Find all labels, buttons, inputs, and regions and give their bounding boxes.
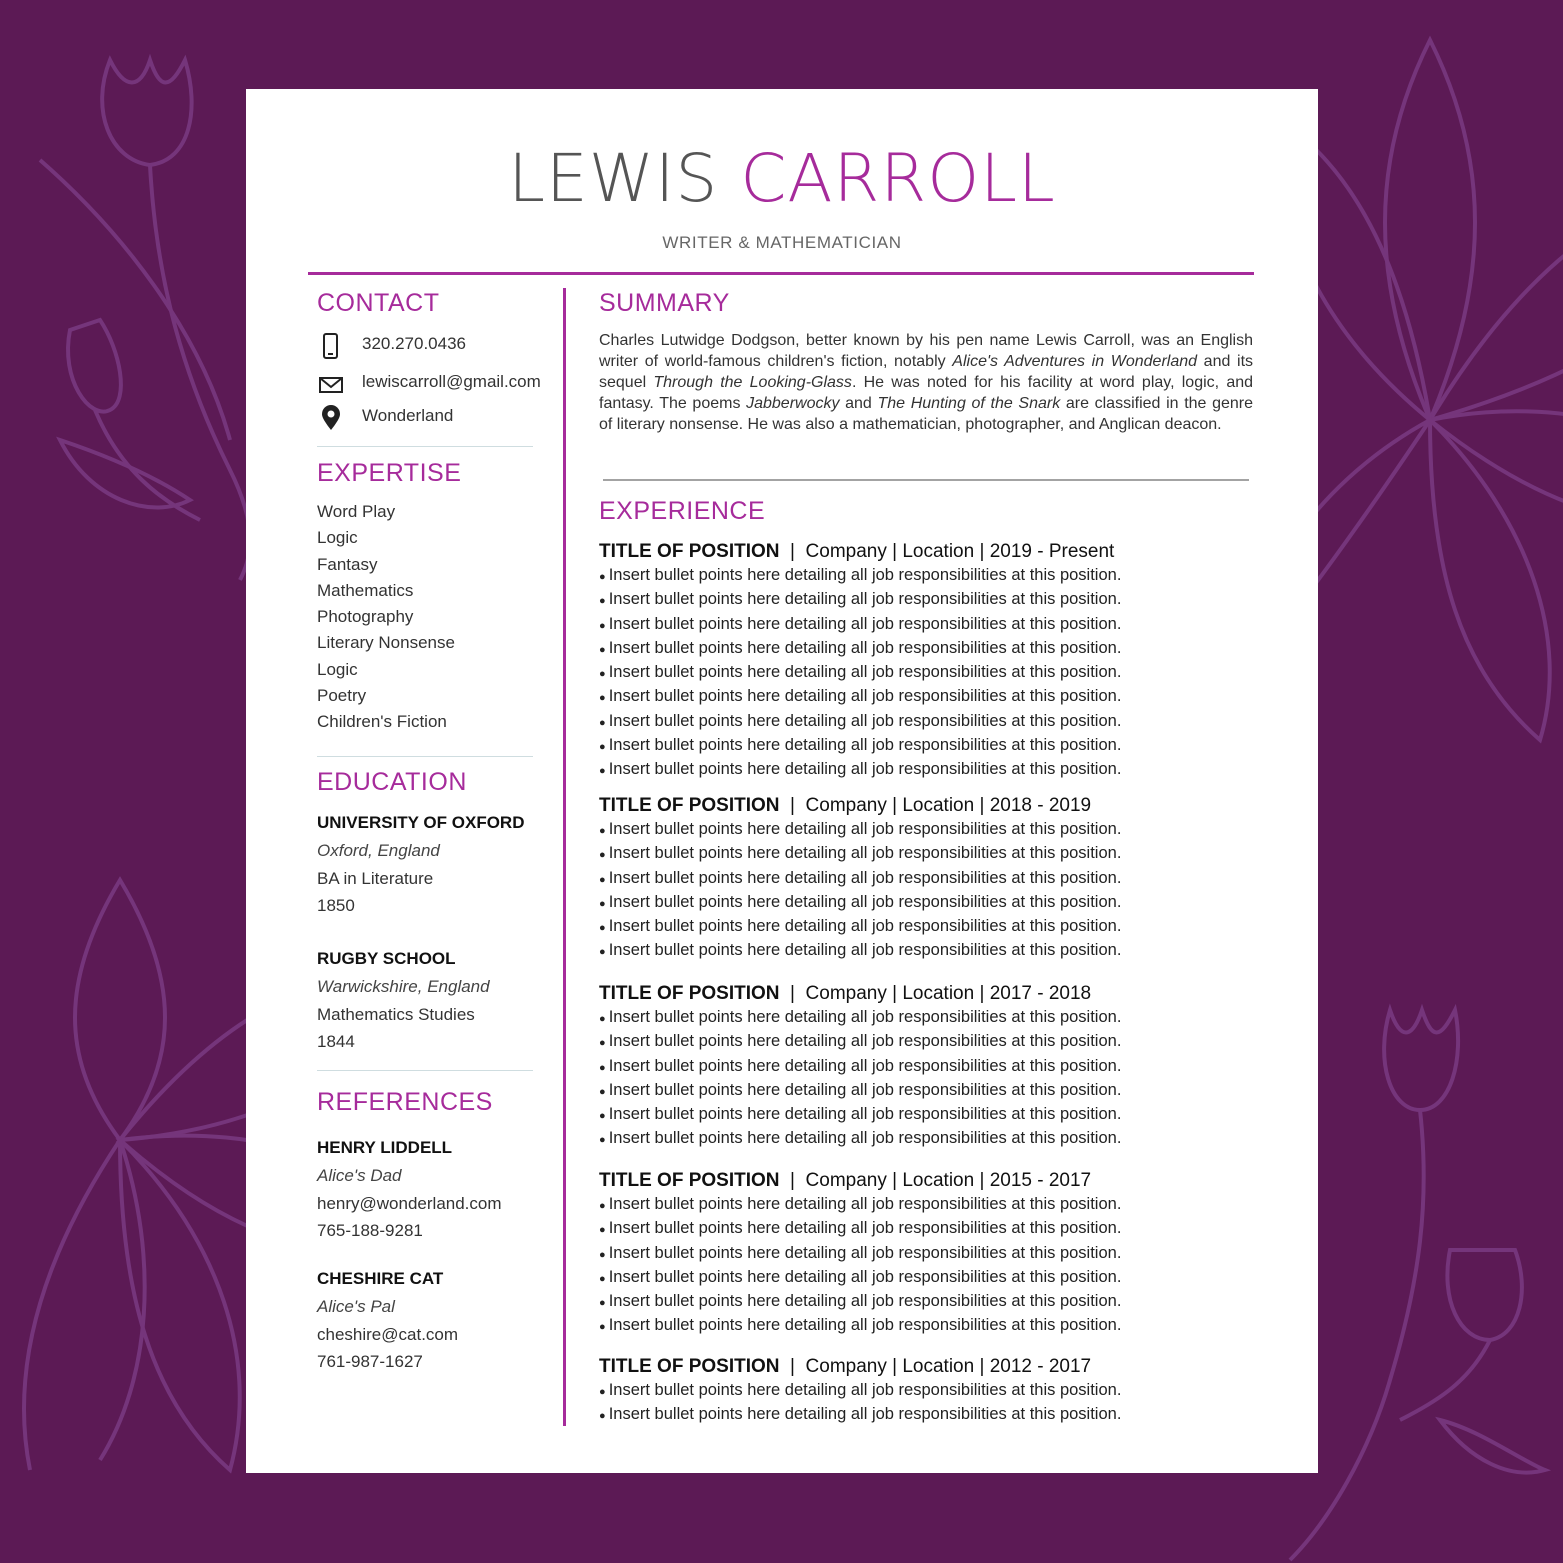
reference-relation: Alice's Pal	[317, 1297, 395, 1316]
summary-part: Charles Lutwidge Dodgson, better known by his pen name Lewis Carroll, was an English writer of world-famous children's fiction, notably	[599, 332, 1253, 370]
reference-email: henry@wonderland.com	[317, 1194, 502, 1213]
job-bullet	[599, 1314, 1259, 1338]
job-bullet	[599, 1242, 1259, 1266]
expertise-item: Word Play	[317, 502, 396, 521]
bullet-dot-icon: ●	[599, 897, 609, 910]
phone-text: 320.270.0436	[362, 334, 466, 353]
bullet-text: Insert bullet points here detailing all job responsibilities at this position.	[608, 1129, 1122, 1148]
reference-phone: 765-188-9281	[317, 1221, 423, 1240]
reference-name: CHESHIRE CAT	[317, 1269, 444, 1288]
graduation-year: 1850	[317, 896, 355, 915]
job-bullet	[599, 1079, 1259, 1103]
job-title-line	[599, 1355, 1259, 1379]
phone-icon	[318, 333, 344, 359]
bullet-text: Insert bullet points here detailing all job responsibilities at this position.	[608, 638, 1122, 657]
position-title: TITLE OF POSITION	[599, 983, 780, 1004]
expertise-item: Literary Nonsense	[317, 633, 455, 653]
job-bullet	[599, 710, 1259, 734]
bullet-text: Insert bullet points here detailing all job responsibilities at this position.	[608, 1056, 1122, 1075]
bullet-text: Insert bullet points here detailing all job responsibilities at this position.	[608, 1008, 1122, 1026]
bullet-text: Insert bullet points here detailing all job responsibilities at this position.	[608, 1105, 1122, 1124]
job-subtitle: WRITER & MATHEMATICIAN	[662, 233, 902, 252]
bullet-dot-icon: ●	[599, 873, 609, 886]
expertise-item: Poetry	[317, 686, 367, 706]
graduation-year: 1844	[317, 1032, 355, 1051]
expertise-divider	[317, 756, 533, 757]
summary-part: . He was noted for his facility at word play, logic, and fantasy. The poems	[599, 374, 1254, 412]
bullet-dot-icon: ●	[599, 1200, 609, 1212]
job-bullet	[599, 758, 1259, 782]
company-location-dates: | Company | Location | 2019 - Present	[779, 541, 1115, 562]
job-bullet	[599, 1266, 1259, 1290]
bullet-text: Insert bullet points here detailing all job responsibilities at this position.	[608, 687, 1122, 706]
reference-entry	[317, 1135, 502, 1244]
bullet-dot-icon: ●	[599, 1224, 609, 1237]
bullet-text: Insert bullet points here detailing all job responsibilities at this position.	[608, 1219, 1122, 1238]
job-bullet	[599, 939, 1259, 963]
bullet-text: Insert bullet points here detailing all job responsibilities at this position.	[608, 614, 1122, 633]
school-name: RUGBY SCHOOL	[317, 949, 456, 968]
job-bullet	[599, 1290, 1259, 1314]
expertise-item: Fantasy	[317, 554, 378, 574]
job-bullet	[599, 1103, 1259, 1127]
bullet-dot-icon: ●	[599, 595, 609, 608]
bullet-dot-icon: ●	[599, 1297, 609, 1310]
job-bullet	[599, 1055, 1259, 1079]
bullet-dot-icon: ●	[599, 1085, 609, 1098]
job-bullet	[599, 1030, 1259, 1054]
resume-name	[246, 139, 1318, 219]
email-text: lewiscarroll@gmail.com	[362, 372, 541, 391]
location-text: Wonderland	[362, 406, 454, 425]
job-entry	[599, 1355, 1259, 1428]
contact-heading: CONTACT	[317, 289, 440, 317]
position-title: TITLE OF POSITION	[599, 1356, 780, 1377]
summary-divider	[603, 479, 1249, 481]
job-bullet	[599, 613, 1259, 637]
reference-entry	[317, 1266, 458, 1375]
header-divider	[308, 272, 1254, 275]
education-heading: EDUCATION	[317, 768, 467, 796]
summary-title: Through the Looking-Glass	[653, 374, 852, 391]
bullet-text: Insert bullet points here detailing all job responsibilities at this position.	[608, 1405, 1122, 1424]
bullet-dot-icon: ●	[599, 1013, 609, 1025]
location-pin-icon	[318, 405, 344, 431]
job-bullet	[599, 564, 1259, 588]
bullet-dot-icon: ●	[599, 946, 609, 959]
bullet-text: Insert bullet points here detailing all job responsibilities at this position.	[608, 868, 1122, 887]
column-divider	[563, 288, 566, 1426]
job-title-line	[599, 794, 1259, 818]
expertise-item: Logic	[317, 659, 358, 679]
job-bullet	[599, 891, 1259, 915]
contact-email	[318, 370, 541, 398]
job-bullet	[599, 1127, 1259, 1151]
company-location-dates: | Company | Location | 2017 - 2018	[779, 983, 1092, 1004]
bullet-dot-icon: ●	[599, 1110, 609, 1123]
summary-title: Alice's Adventures in Wonderland	[952, 353, 1198, 370]
bullet-dot-icon: ●	[599, 922, 609, 935]
job-bullet	[599, 1379, 1259, 1403]
bullet-dot-icon: ●	[599, 1061, 609, 1074]
bullet-text: Insert bullet points here detailing all job responsibilities at this position.	[608, 1316, 1122, 1335]
bullet-dot-icon: ●	[599, 716, 609, 729]
job-bullet	[599, 685, 1259, 709]
company-location-dates: | Company | Location | 2018 - 2019	[779, 795, 1092, 816]
bullet-dot-icon: ●	[599, 765, 609, 778]
position-title: TITLE OF POSITION	[599, 541, 780, 562]
bullet-text: Insert bullet points here detailing all job responsibilities at this position.	[608, 760, 1122, 779]
expertise-heading: EXPERTISE	[317, 459, 462, 487]
job-bullet	[599, 661, 1259, 685]
bullet-text: Insert bullet points here detailing all job responsibilities at this position.	[608, 663, 1122, 682]
summary-heading: SUMMARY	[599, 289, 730, 317]
bullet-text: Insert bullet points here detailing all job responsibilities at this position.	[608, 566, 1122, 584]
job-bullet	[599, 734, 1259, 758]
bullet-dot-icon: ●	[599, 849, 609, 862]
bullet-text: Insert bullet points here detailing all job responsibilities at this position.	[608, 1195, 1122, 1213]
bullet-dot-icon: ●	[599, 1386, 609, 1398]
last-name: CARROLL	[740, 140, 1056, 217]
bullet-text: Insert bullet points here detailing all job responsibilities at this position.	[608, 1243, 1122, 1262]
position-title: TITLE OF POSITION	[599, 1170, 780, 1191]
job-entry	[599, 794, 1259, 964]
company-location-dates: | Company | Location | 2012 - 2017	[779, 1356, 1092, 1377]
degree: BA in Literature	[317, 869, 434, 888]
bullet-dot-icon: ●	[599, 1321, 609, 1334]
job-bullet	[599, 1006, 1259, 1030]
job-entry	[599, 1169, 1259, 1339]
bullet-dot-icon: ●	[599, 643, 609, 656]
bullet-text: Insert bullet points here detailing all job responsibilities at this position.	[608, 844, 1122, 863]
job-bullet	[599, 842, 1259, 866]
company-location-dates: | Company | Location | 2015 - 2017	[779, 1170, 1092, 1191]
bullet-dot-icon: ●	[599, 1134, 609, 1147]
contact-phone	[318, 332, 466, 360]
school-name: UNIVERSITY OF OXFORD	[317, 813, 525, 832]
job-bullet	[599, 588, 1259, 612]
contact-divider	[317, 446, 533, 447]
bullet-text: Insert bullet points here detailing all job responsibilities at this position.	[608, 1267, 1122, 1286]
bullet-text: Insert bullet points here detailing all job responsibilities at this position.	[608, 736, 1122, 755]
bullet-text: Insert bullet points here detailing all job responsibilities at this position.	[608, 590, 1122, 609]
bullet-text: Insert bullet points here detailing all job responsibilities at this position.	[608, 1292, 1122, 1311]
references-heading: REFERENCES	[317, 1088, 493, 1116]
job-title-line	[599, 540, 1259, 564]
reference-relation: Alice's Dad	[317, 1166, 402, 1185]
summary-part: are classified in the genre of literary nonsense. He was also a mathematician, photographer, and Anglican deacon.	[599, 395, 1254, 433]
bullet-text: Insert bullet points here detailing all job responsibilities at this position.	[608, 892, 1122, 911]
bullet-text: Insert bullet points here detailing all job responsibilities at this position.	[608, 1080, 1122, 1099]
bullet-text: Insert bullet points here detailing all job responsibilities at this position.	[608, 711, 1122, 730]
bullet-dot-icon: ●	[599, 619, 609, 632]
resume-page	[246, 89, 1318, 1473]
reference-phone: 761-987-1627	[317, 1352, 423, 1371]
bullet-dot-icon: ●	[599, 668, 609, 681]
job-bullet	[599, 915, 1259, 939]
bullet-text: Insert bullet points here detailing all job responsibilities at this position.	[608, 917, 1122, 936]
reference-email: cheshire@cat.com	[317, 1325, 459, 1344]
job-bullet	[599, 1403, 1259, 1427]
bullet-dot-icon: ●	[599, 741, 609, 754]
job-bullet	[599, 1193, 1259, 1217]
job-title-line	[599, 982, 1259, 1006]
bullet-dot-icon: ●	[599, 1248, 609, 1261]
experience-heading: EXPERIENCE	[599, 497, 766, 525]
bullet-text: Insert bullet points here detailing all job responsibilities at this position.	[608, 1381, 1122, 1399]
expertise-item: Logic	[317, 528, 358, 548]
expertise-item: Children's Fiction	[317, 712, 447, 732]
expertise-item: Mathematics	[317, 580, 414, 600]
school-place: Oxford, England	[317, 841, 440, 860]
summary-title: Jabberwocky	[746, 395, 840, 412]
education-entry	[317, 810, 525, 919]
reference-name: HENRY LIDDELL	[317, 1138, 453, 1157]
education-divider	[317, 1070, 533, 1071]
job-bullet	[599, 1217, 1259, 1241]
summary-text	[599, 330, 1253, 435]
education-entry	[317, 946, 490, 1055]
contact-location	[318, 404, 454, 432]
bullet-dot-icon: ●	[599, 1410, 609, 1423]
summary-part: and its sequel	[599, 353, 1254, 391]
expertise-item: Photography	[317, 607, 414, 627]
summary-title: The Hunting of the Snark	[877, 395, 1061, 412]
job-bullet	[599, 867, 1259, 891]
bullet-dot-icon: ●	[599, 825, 609, 837]
job-bullet	[599, 637, 1259, 661]
first-name: LEWIS	[508, 140, 719, 217]
position-title: TITLE OF POSITION	[599, 795, 780, 816]
summary-part: and	[839, 395, 878, 412]
job-entry	[599, 982, 1259, 1152]
bullet-dot-icon: ●	[599, 571, 609, 583]
job-entry	[599, 540, 1259, 783]
bullet-text: Insert bullet points here detailing all job responsibilities at this position.	[608, 1032, 1122, 1051]
email-icon	[318, 371, 344, 397]
bullet-text: Insert bullet points here detailing all job responsibilities at this position.	[608, 820, 1122, 838]
school-place: Warwickshire, England	[317, 977, 490, 996]
expertise-list	[317, 499, 455, 736]
bullet-text: Insert bullet points here detailing all job responsibilities at this position.	[608, 941, 1122, 960]
bullet-dot-icon: ●	[599, 692, 609, 705]
job-title-line	[599, 1169, 1259, 1193]
job-bullet	[599, 818, 1259, 842]
bullet-dot-icon: ●	[599, 1037, 609, 1050]
bullet-dot-icon: ●	[599, 1272, 609, 1285]
degree: Mathematics Studies	[317, 1005, 475, 1024]
